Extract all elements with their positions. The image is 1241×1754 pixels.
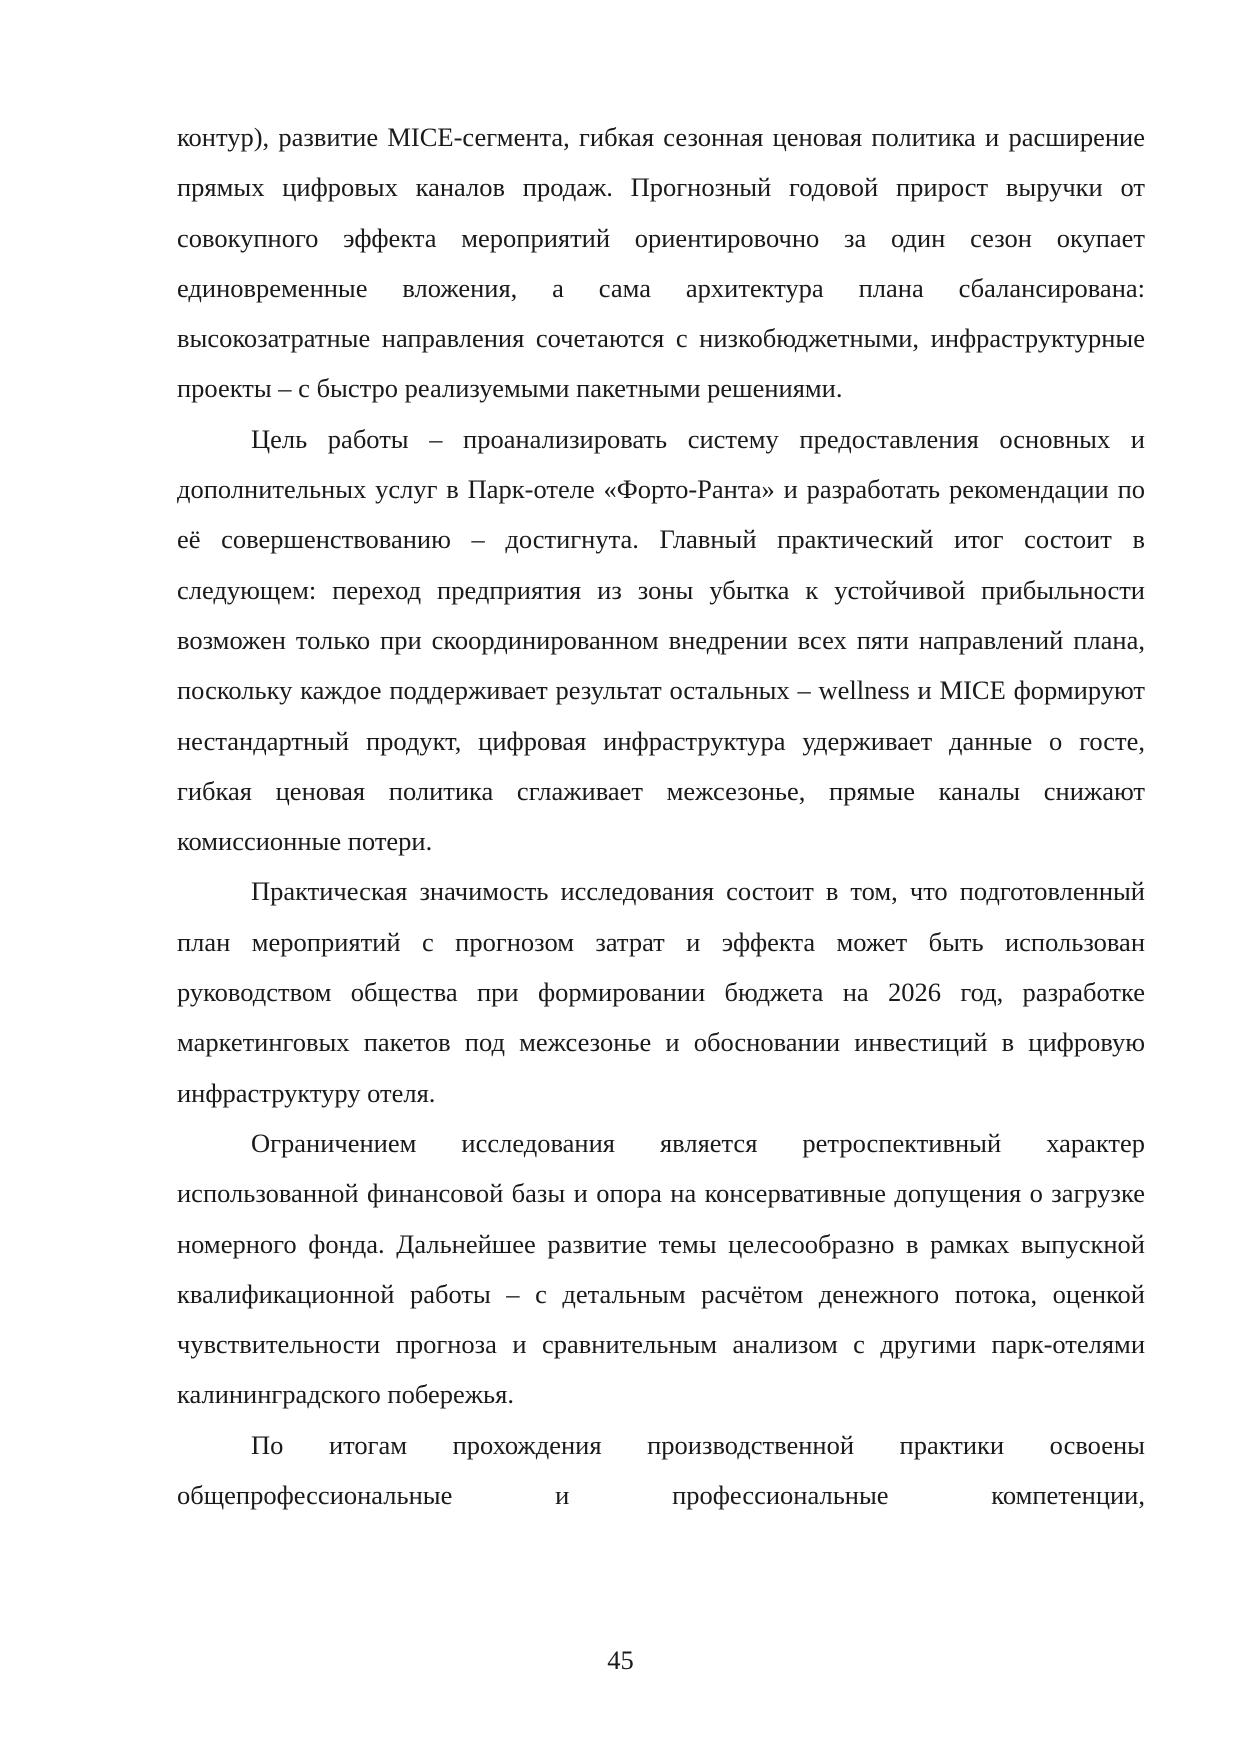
page-body [177, 112, 1145, 1520]
paragraph-goal: Цель работы – проанализировать систему предоставления основных и дополнительных услуг в Парк-отеле «Форто-Ранта» и разработать рекомендации по её совершенствованию – достигнута. Главный практический итог состоит в следующем: переход предприятия из зоны убытка к устойчивой прибыльности возможен только при скоординированном внедрении всех пяти направлений плана, поскольку каждое поддерживает результат остальных – wellness и MICE формируют нестандартный продукт, цифровая инфраструктура удерживает данные о госте, гибкая ценовая политика сглаживает межсезонье, прямые каналы снижают комиссионные потери. [177, 423, 1145, 857]
paragraph-competencies: По итогам прохождения производственной практики освоены общепрофессиональные и профессиональные компетенции, [177, 1429, 1145, 1511]
paragraph-continuation: контур), развитие MICE-сегмента, гибкая сезонная ценовая политика и расширение прямых цифровых каналов продаж. Прогнозный годовой прирост выручки от совокупного эффекта мероприятий ориентировочно за один сезон окупает единовременные вложения, а сама архитектура плана сбалансирована: высокозатратные направления сочетаются с низкобюджетными, инфраструктурные проекты – с быстро реализуемыми пакетными решениями. [177, 122, 1145, 404]
page-number: 45 [607, 1645, 634, 1675]
paragraph-practical-significance: Практическая значимость исследования состоит в том, что подготовленный план мероприятий с прогнозом затрат и эффекта может быть использован руководством общества при формировании бюджета на 2026 год, разработке маркетинговых пакетов под межсезонье и обосновании инвестиций в цифровую инфраструктуру отеля. [177, 876, 1145, 1108]
paragraph-limitations: Ограничением исследования является ретроспективный характер использованной финансовой базы и опора на консервативные допущения о загрузке номерного фонда. Дальнейшее развитие темы целесообразно в рамках выпускной квалификационной работы – с детальным расчётом денежного потока, оценкой чувствительности прогноза и сравнительным анализом с другими парк-отелями калининградского побережья. [177, 1127, 1145, 1410]
